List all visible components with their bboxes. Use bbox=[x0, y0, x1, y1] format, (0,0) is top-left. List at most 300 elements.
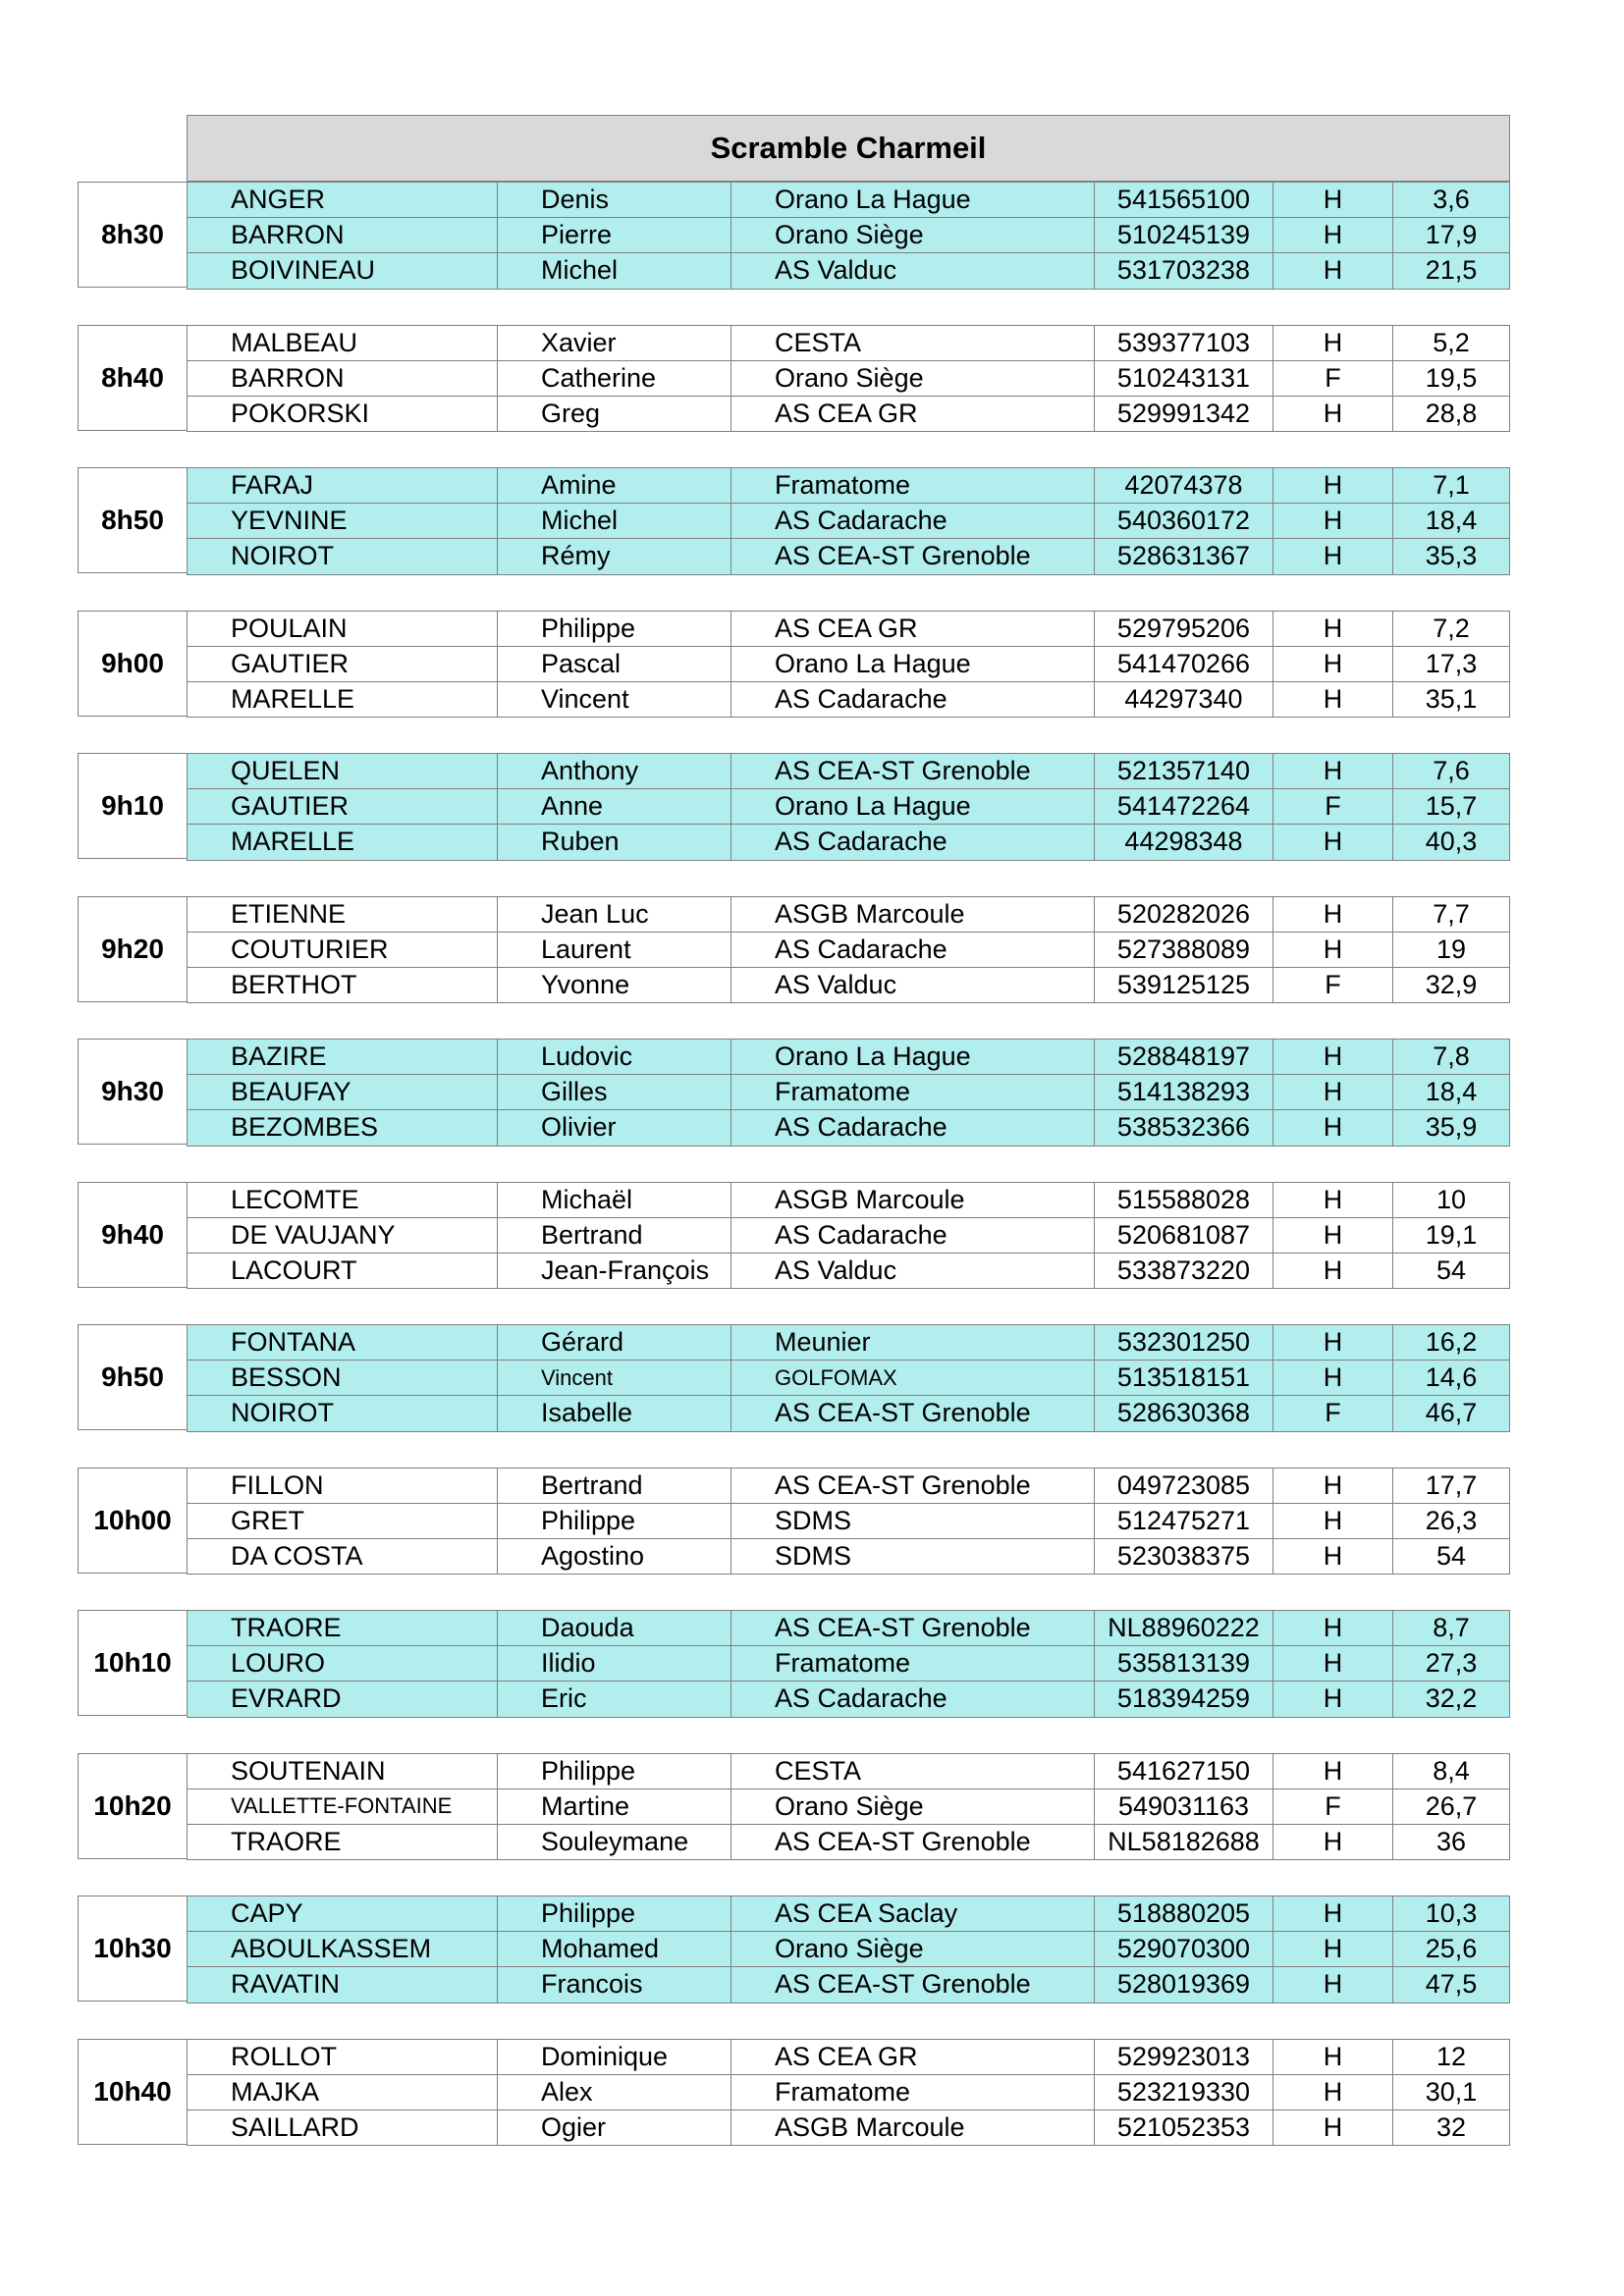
tee-time-label: 9h30 bbox=[78, 1039, 188, 1145]
player-index: 28,8 bbox=[1425, 398, 1478, 428]
player-index: 17,3 bbox=[1425, 648, 1478, 678]
player-row bbox=[187, 646, 1510, 681]
tee-time-label: 9h00 bbox=[78, 611, 188, 717]
player-first-name: Philippe bbox=[498, 612, 731, 646]
player-last-name: YEVNINE bbox=[188, 504, 498, 538]
tee-time-label: 9h10 bbox=[78, 753, 188, 859]
tee-time-group bbox=[78, 611, 1510, 718]
player-licence: 529795206 bbox=[1095, 612, 1273, 646]
player-last-name: POULAIN bbox=[188, 612, 498, 646]
player-first-name: Denis bbox=[498, 183, 731, 217]
player-first-name: Michel bbox=[498, 504, 731, 538]
player-last-name: LOURO bbox=[188, 1646, 498, 1681]
player-row bbox=[187, 1468, 1510, 1503]
player-index: 15,7 bbox=[1425, 791, 1478, 821]
player-sex: H bbox=[1273, 326, 1393, 360]
player-club: Framatome bbox=[731, 1646, 1095, 1681]
player-club: AS CEA Saclay bbox=[731, 1896, 1095, 1931]
player-row bbox=[187, 217, 1510, 252]
player-licence: 531703238 bbox=[1095, 253, 1273, 289]
player-last-name: SOUTENAIN bbox=[188, 1754, 498, 1789]
player-last-name: FONTANA bbox=[188, 1325, 498, 1360]
player-club: Orano Siège bbox=[731, 218, 1095, 252]
player-index: 25,6 bbox=[1425, 1934, 1478, 1963]
player-licence: 523038375 bbox=[1095, 1539, 1273, 1575]
player-last-name: BEZOMBES bbox=[188, 1110, 498, 1146]
player-first-name: Anne bbox=[498, 789, 731, 824]
player-first-name: Yvonne bbox=[498, 968, 731, 1003]
player-club: AS CEA GR bbox=[731, 397, 1095, 432]
tee-time-group bbox=[78, 467, 1510, 574]
player-first-name: Eric bbox=[498, 1682, 731, 1717]
player-last-name: DA COSTA bbox=[188, 1539, 498, 1575]
player-last-name: POKORSKI bbox=[188, 397, 498, 432]
player-first-name: Mohamed bbox=[498, 1932, 731, 1966]
player-sex: F bbox=[1273, 968, 1393, 1003]
player-last-name: QUELEN bbox=[188, 754, 498, 788]
player-last-name: NOIROT bbox=[188, 539, 498, 574]
player-club: AS Cadarache bbox=[731, 1218, 1095, 1253]
group-players bbox=[187, 611, 1510, 719]
player-last-name: GRET bbox=[188, 1504, 498, 1538]
player-index: 14,6 bbox=[1425, 1362, 1478, 1392]
player-row bbox=[187, 252, 1510, 290]
tee-time-group bbox=[78, 896, 1510, 1003]
player-first-name: Ogier bbox=[498, 2110, 731, 2146]
player-sex: H bbox=[1273, 1254, 1393, 1289]
player-licence: 539377103 bbox=[1095, 326, 1273, 360]
player-club: AS CEA-ST Grenoble bbox=[731, 1967, 1095, 2002]
player-licence: 513518151 bbox=[1095, 1361, 1273, 1395]
player-row bbox=[187, 467, 1510, 503]
player-licence: 514138293 bbox=[1095, 1075, 1273, 1109]
player-first-name: Philippe bbox=[498, 1754, 731, 1789]
player-row bbox=[187, 396, 1510, 433]
player-index: 21,5 bbox=[1425, 255, 1478, 286]
player-index: 54 bbox=[1435, 1255, 1467, 1285]
player-licence: NL88960222 bbox=[1095, 1611, 1273, 1645]
player-first-name: Anthony bbox=[498, 754, 731, 788]
player-sex: H bbox=[1273, 218, 1393, 252]
player-licence: 535813139 bbox=[1095, 1646, 1273, 1681]
player-row bbox=[187, 503, 1510, 538]
player-index: 12 bbox=[1435, 2041, 1467, 2071]
player-club: AS Cadarache bbox=[731, 1110, 1095, 1146]
player-sex: H bbox=[1273, 1468, 1393, 1503]
player-licence: 520681087 bbox=[1095, 1218, 1273, 1253]
player-row bbox=[187, 1753, 1510, 1789]
player-row bbox=[187, 1538, 1510, 1575]
player-row bbox=[187, 1360, 1510, 1395]
player-row bbox=[187, 1896, 1510, 1931]
player-index: 7,1 bbox=[1433, 470, 1470, 500]
player-sex: H bbox=[1273, 1504, 1393, 1538]
player-licence: 521052353 bbox=[1095, 2110, 1273, 2146]
player-first-name: Catherine bbox=[498, 361, 731, 396]
player-licence: 523219330 bbox=[1095, 2075, 1273, 2109]
player-licence: 515588028 bbox=[1095, 1183, 1273, 1217]
player-licence: 541627150 bbox=[1095, 1754, 1273, 1789]
player-first-name: Daouda bbox=[498, 1611, 731, 1645]
player-first-name: Jean-François bbox=[498, 1254, 731, 1289]
player-index: 18,4 bbox=[1425, 506, 1478, 535]
player-first-name: Bertrand bbox=[498, 1468, 731, 1503]
player-row bbox=[187, 1074, 1510, 1109]
player-index: 30,1 bbox=[1425, 2076, 1478, 2107]
player-index: 18,4 bbox=[1425, 1077, 1478, 1106]
tee-time-group bbox=[78, 1182, 1510, 1289]
player-licence: 540360172 bbox=[1095, 504, 1273, 538]
player-sex: H bbox=[1273, 754, 1393, 788]
player-first-name: Bertrand bbox=[498, 1218, 731, 1253]
player-sex: H bbox=[1273, 825, 1393, 860]
tee-time-group bbox=[78, 325, 1510, 432]
player-index: 54 bbox=[1435, 1540, 1467, 1571]
player-club: ASGB Marcoule bbox=[731, 1183, 1095, 1217]
player-club: SDMS bbox=[731, 1504, 1095, 1538]
player-sex: H bbox=[1273, 1754, 1393, 1789]
tee-time-group bbox=[78, 753, 1510, 860]
player-first-name: Olivier bbox=[498, 1110, 731, 1146]
player-index: 26,7 bbox=[1425, 1790, 1478, 1821]
player-sex: H bbox=[1273, 647, 1393, 681]
player-first-name: Pascal bbox=[498, 647, 731, 681]
player-index: 8,7 bbox=[1433, 1613, 1470, 1642]
player-sex: H bbox=[1273, 1896, 1393, 1931]
group-players bbox=[187, 896, 1510, 1004]
player-club: AS CEA-ST Grenoble bbox=[731, 754, 1095, 788]
player-first-name: Laurent bbox=[498, 933, 731, 967]
player-club: AS Cadarache bbox=[731, 933, 1095, 967]
player-licence: 532301250 bbox=[1095, 1325, 1273, 1360]
player-row bbox=[187, 1931, 1510, 1966]
player-first-name: Francois bbox=[498, 1967, 731, 2002]
player-index: 40,3 bbox=[1425, 827, 1478, 857]
player-first-name: Dominique bbox=[498, 2040, 731, 2074]
player-index: 10 bbox=[1435, 1184, 1467, 1214]
player-row bbox=[187, 753, 1510, 788]
player-last-name: LACOURT bbox=[188, 1254, 498, 1289]
tee-time-label: 8h30 bbox=[78, 182, 188, 288]
player-club: AS Valduc bbox=[731, 968, 1095, 1003]
player-index: 19,5 bbox=[1425, 362, 1478, 393]
player-index: 26,3 bbox=[1425, 1505, 1478, 1535]
player-club: Orano Siège bbox=[731, 1932, 1095, 1966]
player-club: AS CEA-ST Grenoble bbox=[731, 1396, 1095, 1431]
player-last-name: CAPY bbox=[188, 1896, 498, 1931]
player-first-name: Jean Luc bbox=[498, 897, 731, 932]
group-players bbox=[187, 1468, 1510, 1575]
player-licence: 510245139 bbox=[1095, 218, 1273, 252]
player-row bbox=[187, 1395, 1510, 1432]
player-row bbox=[187, 2039, 1510, 2074]
player-first-name: Alex bbox=[498, 2075, 731, 2109]
player-sex: H bbox=[1273, 1110, 1393, 1146]
player-first-name: Martine bbox=[498, 1789, 731, 1824]
player-index: 35,1 bbox=[1425, 683, 1478, 714]
player-first-name: Agostino bbox=[498, 1539, 731, 1575]
player-index: 7,8 bbox=[1433, 1041, 1470, 1071]
tee-time-label: 9h50 bbox=[78, 1324, 188, 1430]
player-last-name: BARRON bbox=[188, 218, 498, 252]
player-licence: 528630368 bbox=[1095, 1396, 1273, 1431]
group-players bbox=[187, 2039, 1510, 2147]
player-first-name: Gilles bbox=[498, 1075, 731, 1109]
player-sex: H bbox=[1273, 1932, 1393, 1966]
player-index: 32,9 bbox=[1425, 969, 1478, 999]
player-row bbox=[187, 182, 1510, 217]
player-licence: 521357140 bbox=[1095, 754, 1273, 788]
group-players bbox=[187, 1324, 1510, 1432]
player-last-name: TRAORE bbox=[188, 1825, 498, 1860]
player-club: AS Cadarache bbox=[731, 825, 1095, 860]
group-players bbox=[187, 1753, 1510, 1861]
player-row bbox=[187, 1789, 1510, 1824]
player-first-name: Philippe bbox=[498, 1504, 731, 1538]
player-licence: 44298348 bbox=[1095, 825, 1273, 860]
player-club: AS CEA-ST Grenoble bbox=[731, 1611, 1095, 1645]
player-club: Framatome bbox=[731, 2075, 1095, 2109]
player-index: 7,7 bbox=[1433, 898, 1470, 929]
player-last-name: EVRARD bbox=[188, 1682, 498, 1717]
player-index: 19 bbox=[1435, 934, 1467, 964]
player-last-name: MALBEAU bbox=[188, 326, 498, 360]
player-row bbox=[187, 1681, 1510, 1718]
group-players bbox=[187, 1896, 1510, 2003]
player-last-name: MAJKA bbox=[188, 2075, 498, 2109]
player-club: AS CEA-ST Grenoble bbox=[731, 539, 1095, 574]
player-club: AS Cadarache bbox=[731, 682, 1095, 718]
player-club: AS CEA-ST Grenoble bbox=[731, 1825, 1095, 1860]
player-sex: H bbox=[1273, 1539, 1393, 1575]
player-licence: 512475271 bbox=[1095, 1504, 1273, 1538]
tee-time-label: 8h50 bbox=[78, 467, 188, 573]
player-sex: H bbox=[1273, 2110, 1393, 2146]
player-club: Meunier bbox=[731, 1325, 1095, 1360]
player-sex: H bbox=[1273, 1075, 1393, 1109]
player-row bbox=[187, 1824, 1510, 1861]
player-sex: F bbox=[1273, 1789, 1393, 1824]
player-row bbox=[187, 1109, 1510, 1147]
player-sex: F bbox=[1273, 789, 1393, 824]
player-club: AS Cadarache bbox=[731, 504, 1095, 538]
player-club: Framatome bbox=[731, 468, 1095, 503]
player-sex: H bbox=[1273, 504, 1393, 538]
player-licence: 541472264 bbox=[1095, 789, 1273, 824]
player-licence: 518394259 bbox=[1095, 1682, 1273, 1717]
player-club: Framatome bbox=[731, 1075, 1095, 1109]
player-last-name: BERTHOT bbox=[188, 968, 498, 1003]
player-last-name: ANGER bbox=[188, 183, 498, 217]
player-last-name: BESSON bbox=[188, 1361, 498, 1395]
player-licence: 528019369 bbox=[1095, 1967, 1273, 2002]
player-row bbox=[187, 1217, 1510, 1253]
player-licence: 049723085 bbox=[1095, 1468, 1273, 1503]
player-sex: H bbox=[1273, 539, 1393, 574]
tee-time-group bbox=[78, 1610, 1510, 1717]
player-licence: 529070300 bbox=[1095, 1932, 1273, 1966]
player-club: GOLFOMAX bbox=[731, 1361, 1095, 1395]
player-licence: 528848197 bbox=[1095, 1040, 1273, 1074]
player-licence: 518880205 bbox=[1095, 1896, 1273, 1931]
player-club: AS CEA-ST Grenoble bbox=[731, 1468, 1095, 1503]
player-first-name: Pierre bbox=[498, 218, 731, 252]
player-sex: H bbox=[1273, 1611, 1393, 1645]
player-index: 35,9 bbox=[1425, 1112, 1478, 1143]
player-first-name: Michel bbox=[498, 253, 731, 289]
player-club: Orano Siège bbox=[731, 361, 1095, 396]
player-club: Orano La Hague bbox=[731, 647, 1095, 681]
player-sex: H bbox=[1273, 2040, 1393, 2074]
player-first-name: Vincent bbox=[498, 682, 731, 718]
player-sex: H bbox=[1273, 1183, 1393, 1217]
tee-time-label: 8h40 bbox=[78, 325, 188, 431]
document-title: Scramble Charmeil bbox=[187, 115, 1510, 182]
player-club: Orano La Hague bbox=[731, 183, 1095, 217]
player-index: 35,3 bbox=[1425, 541, 1478, 571]
player-first-name: Isabelle bbox=[498, 1396, 731, 1431]
player-last-name: DE VAUJANY bbox=[188, 1218, 498, 1253]
player-last-name: MARELLE bbox=[188, 825, 498, 860]
player-sex: H bbox=[1273, 897, 1393, 932]
player-last-name: SAILLARD bbox=[188, 2110, 498, 2146]
player-row bbox=[187, 538, 1510, 575]
player-last-name: BOIVINEAU bbox=[188, 253, 498, 289]
player-sex: H bbox=[1273, 183, 1393, 217]
player-sex: H bbox=[1273, 2075, 1393, 2109]
player-sex: H bbox=[1273, 1646, 1393, 1681]
player-index: 32,2 bbox=[1425, 1683, 1478, 1714]
player-index: 7,6 bbox=[1433, 756, 1470, 785]
player-last-name: FILLON bbox=[188, 1468, 498, 1503]
player-row bbox=[187, 1503, 1510, 1538]
player-club: SDMS bbox=[731, 1539, 1095, 1575]
player-licence: 44297340 bbox=[1095, 682, 1273, 718]
player-index: 16,2 bbox=[1425, 1327, 1478, 1357]
player-index: 17,9 bbox=[1425, 220, 1478, 249]
player-row bbox=[187, 2109, 1510, 2147]
player-row bbox=[187, 1182, 1510, 1217]
player-first-name: Rémy bbox=[498, 539, 731, 574]
player-row bbox=[187, 681, 1510, 719]
player-first-name: Ilidio bbox=[498, 1646, 731, 1681]
player-sex: H bbox=[1273, 1825, 1393, 1860]
player-first-name: Xavier bbox=[498, 326, 731, 360]
player-sex: F bbox=[1273, 1396, 1393, 1431]
tee-time-group bbox=[78, 1324, 1510, 1431]
player-licence: 538532366 bbox=[1095, 1110, 1273, 1146]
group-players bbox=[187, 182, 1510, 290]
player-club: ASGB Marcoule bbox=[731, 2110, 1095, 2146]
tee-time-group bbox=[78, 1753, 1510, 1860]
player-club: AS Cadarache bbox=[731, 1682, 1095, 1717]
player-first-name: Greg bbox=[498, 397, 731, 432]
player-first-name: Michaël bbox=[498, 1183, 731, 1217]
player-last-name: ABOULKASSEM bbox=[188, 1932, 498, 1966]
player-last-name: RAVATIN bbox=[188, 1967, 498, 2002]
player-club: AS CEA GR bbox=[731, 2040, 1095, 2074]
tee-time-label: 10h00 bbox=[78, 1468, 188, 1574]
player-club: AS Valduc bbox=[731, 1254, 1095, 1289]
player-club: AS Valduc bbox=[731, 253, 1095, 289]
group-players bbox=[187, 467, 1510, 575]
player-last-name: FARAJ bbox=[188, 468, 498, 503]
player-licence: 549031163 bbox=[1095, 1789, 1273, 1824]
tee-time-label: 10h20 bbox=[78, 1753, 188, 1859]
player-last-name: VALLETTE-FONTAINE bbox=[188, 1789, 498, 1824]
player-first-name: Ludovic bbox=[498, 1040, 731, 1074]
player-row bbox=[187, 1253, 1510, 1290]
player-first-name: Vincent bbox=[498, 1361, 731, 1395]
player-sex: H bbox=[1273, 1040, 1393, 1074]
player-licence: 541470266 bbox=[1095, 647, 1273, 681]
player-licence: 510243131 bbox=[1095, 361, 1273, 396]
player-licence: 520282026 bbox=[1095, 897, 1273, 932]
player-first-name: Philippe bbox=[498, 1896, 731, 1931]
tee-time-group bbox=[78, 182, 1510, 289]
player-licence: NL58182688 bbox=[1095, 1825, 1273, 1860]
player-licence: 529991342 bbox=[1095, 397, 1273, 432]
group-players bbox=[187, 1610, 1510, 1718]
player-last-name: TRAORE bbox=[188, 1611, 498, 1645]
player-club: CESTA bbox=[731, 1754, 1095, 1789]
group-players bbox=[187, 753, 1510, 861]
player-index: 7,2 bbox=[1433, 613, 1470, 643]
player-row bbox=[187, 2074, 1510, 2109]
player-row bbox=[187, 325, 1510, 360]
player-row bbox=[187, 360, 1510, 396]
player-row bbox=[187, 967, 1510, 1004]
tee-time-group bbox=[78, 1039, 1510, 1146]
player-licence: 539125125 bbox=[1095, 968, 1273, 1003]
player-sex: F bbox=[1273, 361, 1393, 396]
player-licence: 42074378 bbox=[1095, 468, 1273, 503]
player-row bbox=[187, 611, 1510, 646]
player-club: Orano La Hague bbox=[731, 789, 1095, 824]
player-last-name: NOIROT bbox=[188, 1396, 498, 1431]
player-last-name: BAZIRE bbox=[188, 1040, 498, 1074]
player-last-name: LECOMTE bbox=[188, 1183, 498, 1217]
player-last-name: MARELLE bbox=[188, 682, 498, 718]
player-club: Orano Siège bbox=[731, 1789, 1095, 1824]
group-players bbox=[187, 1182, 1510, 1290]
player-index: 3,6 bbox=[1433, 185, 1470, 214]
player-index: 32 bbox=[1435, 2111, 1467, 2142]
player-first-name: Ruben bbox=[498, 825, 731, 860]
tee-time-label: 9h20 bbox=[78, 896, 188, 1002]
player-last-name: ETIENNE bbox=[188, 897, 498, 932]
tee-time-label: 10h40 bbox=[78, 2039, 188, 2145]
player-row bbox=[187, 1039, 1510, 1074]
player-sex: H bbox=[1273, 397, 1393, 432]
player-index: 47,5 bbox=[1425, 1969, 1478, 2000]
group-players bbox=[187, 325, 1510, 433]
player-licence: 528631367 bbox=[1095, 539, 1273, 574]
player-row bbox=[187, 896, 1510, 932]
player-index: 8,4 bbox=[1433, 1755, 1470, 1786]
player-last-name: ROLLOT bbox=[188, 2040, 498, 2074]
player-last-name: GAUTIER bbox=[188, 789, 498, 824]
player-index: 27,3 bbox=[1425, 1648, 1478, 1678]
player-club: CESTA bbox=[731, 326, 1095, 360]
player-row bbox=[187, 824, 1510, 861]
player-last-name: BARRON bbox=[188, 361, 498, 396]
player-sex: H bbox=[1273, 1325, 1393, 1360]
player-sex: H bbox=[1273, 468, 1393, 503]
player-sex: H bbox=[1273, 1682, 1393, 1717]
tee-time-group bbox=[78, 1468, 1510, 1575]
group-players bbox=[187, 1039, 1510, 1147]
